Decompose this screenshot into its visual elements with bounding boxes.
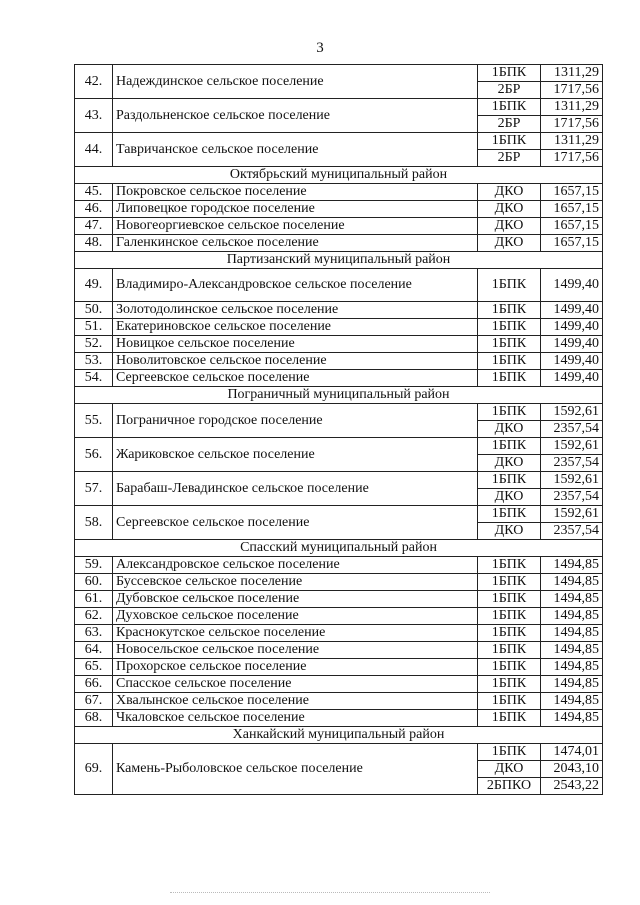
rate-code: 1БПК [478,591,541,608]
table-row [75,65,603,82]
row-number: 53. [75,353,113,370]
row-number: 51. [75,319,113,336]
row-number: 47. [75,218,113,235]
settlement-name: Покровское сельское поселение [113,184,478,201]
rate-code: 1БПК [478,625,541,642]
settlement-name: Прохорское сельское поселение [113,659,478,676]
settlement-name: Сергеевское сельское поселение [113,506,478,540]
rate-code: 1БПК [478,642,541,659]
rate-code: 1БПК [478,133,541,150]
settlement-name: Новогеоргиевское сельское поселение [113,218,478,235]
row-number: 68. [75,710,113,727]
row-number: 50. [75,302,113,319]
rate-code: 1БПК [478,336,541,353]
table-row [75,336,603,353]
row-number: 69. [75,744,113,795]
rate-value: 1474,01 [541,744,603,761]
settlement-name: Камень-Рыболовское сельское поселение [113,744,478,795]
district-name: Пограничный муниципальный район [75,387,603,404]
tariff-table-body [75,65,603,795]
settlement-name: Новосельское сельское поселение [113,642,478,659]
rate-code: 2БР [478,150,541,167]
rate-value: 1717,56 [541,116,603,133]
rate-code: 1БПК [478,404,541,421]
rate-value: 1657,15 [541,218,603,235]
rate-code: ДКО [478,218,541,235]
settlement-name: Галенкинское сельское поселение [113,235,478,252]
rate-value: 1494,85 [541,591,603,608]
settlement-name: Чкаловское сельское поселение [113,710,478,727]
settlement-name: Хвалынское сельское поселение [113,693,478,710]
rate-code: 1БПК [478,608,541,625]
rate-code: 1БПК [478,438,541,455]
settlement-name: Барабаш-Левадинское сельское поселение [113,472,478,506]
rate-code: 1БПК [478,65,541,82]
rate-code: 1БПК [478,472,541,489]
settlement-name: Надеждинское сельское поселение [113,65,478,99]
rate-value: 1717,56 [541,150,603,167]
rate-value: 1311,29 [541,65,603,82]
district-name: Спасский муниципальный район [75,540,603,557]
rate-code: 1БПК [478,693,541,710]
table-row [75,744,603,761]
rate-value: 2357,54 [541,421,603,438]
rate-value: 1499,40 [541,319,603,336]
rate-value: 1494,85 [541,642,603,659]
rate-code: 1БПК [478,557,541,574]
rate-code: ДКО [478,235,541,252]
rate-value: 1657,15 [541,201,603,218]
rate-value: 1494,85 [541,693,603,710]
row-number: 56. [75,438,113,472]
table-row [75,353,603,370]
rate-value: 1592,61 [541,506,603,523]
row-number: 60. [75,574,113,591]
row-number: 52. [75,336,113,353]
rate-value: 2043,10 [541,761,603,778]
rate-code: 2БПКО [478,778,541,795]
row-number: 58. [75,506,113,540]
page-number: 3 [316,40,324,56]
rate-value: 1311,29 [541,133,603,150]
rate-code: 1БПК [478,269,541,302]
table-row [75,676,603,693]
table-row [75,659,603,676]
rate-code: 1БПК [478,574,541,591]
table-row [75,235,603,252]
district-header-row [75,540,603,557]
row-number: 59. [75,557,113,574]
table-row [75,99,603,116]
table-row [75,319,603,336]
row-number: 67. [75,693,113,710]
district-header-row [75,387,603,404]
settlement-name: Духовское сельское поселение [113,608,478,625]
rate-code: ДКО [478,184,541,201]
rate-value: 1499,40 [541,269,603,302]
rate-code: 2БР [478,82,541,99]
row-number: 63. [75,625,113,642]
row-number: 66. [75,676,113,693]
table-row [75,693,603,710]
rate-code: ДКО [478,489,541,506]
rate-value: 2357,54 [541,455,603,472]
table-row [75,472,603,489]
row-number: 61. [75,591,113,608]
rate-value: 1499,40 [541,353,603,370]
table-row [75,201,603,218]
table-row [75,133,603,150]
district-header-row [75,727,603,744]
settlement-name: Буссевское сельское поселение [113,574,478,591]
settlement-name: Краснокутское сельское поселение [113,625,478,642]
rate-code: ДКО [478,201,541,218]
table-row [75,557,603,574]
rate-code: 2БР [478,116,541,133]
rate-value: 1494,85 [541,608,603,625]
settlement-name: Новолитовское сельское поселение [113,353,478,370]
table-row [75,404,603,421]
table-row [75,438,603,455]
rate-value: 1494,85 [541,557,603,574]
settlement-name: Новицкое сельское поселение [113,336,478,353]
district-header-row [75,252,603,269]
table-row [75,710,603,727]
table-row [75,184,603,201]
table-row [75,218,603,235]
rate-value: 2357,54 [541,489,603,506]
rate-code: 1БПК [478,744,541,761]
rate-code: 1БПК [478,302,541,319]
row-number: 45. [75,184,113,201]
table-row [75,608,603,625]
district-header-row [75,167,603,184]
district-name: Октябрьский муниципальный район [75,167,603,184]
rate-value: 1494,85 [541,676,603,693]
district-name: Ханкайский муниципальный район [75,727,603,744]
rate-value: 1494,85 [541,574,603,591]
rate-code: 1БПК [478,710,541,727]
rate-code: 1БПК [478,506,541,523]
rate-code: 1БПК [478,99,541,116]
tariff-table [74,64,603,795]
table-row [75,370,603,387]
rate-code: 1БПК [478,370,541,387]
table-row [75,625,603,642]
rate-value: 1494,85 [541,625,603,642]
row-number: 44. [75,133,113,167]
settlement-name: Пограничное городское поселение [113,404,478,438]
row-number: 46. [75,201,113,218]
row-number: 48. [75,235,113,252]
settlement-name: Тавричанское сельское поселение [113,133,478,167]
settlement-name: Дубовское сельское поселение [113,591,478,608]
settlement-name: Екатериновское сельское поселение [113,319,478,336]
row-number: 62. [75,608,113,625]
settlement-name: Липовецкое городское поселение [113,201,478,218]
rate-value: 1499,40 [541,370,603,387]
settlement-name: Золотодолинское сельское поселение [113,302,478,319]
row-number: 49. [75,269,113,302]
rate-value: 1311,29 [541,99,603,116]
rate-value: 1592,61 [541,472,603,489]
rate-value: 1499,40 [541,302,603,319]
rate-value: 1657,15 [541,235,603,252]
rate-code: ДКО [478,455,541,472]
table-row [75,574,603,591]
rate-code: ДКО [478,761,541,778]
table-row [75,269,603,302]
rate-value: 2543,22 [541,778,603,795]
row-number: 64. [75,642,113,659]
row-number: 65. [75,659,113,676]
rate-value: 1717,56 [541,82,603,99]
rate-code: ДКО [478,421,541,438]
rate-code: 1БПК [478,676,541,693]
table-row [75,302,603,319]
settlement-name: Сергеевское сельское поселение [113,370,478,387]
settlement-name: Александровское сельское поселение [113,557,478,574]
rate-value: 1494,85 [541,710,603,727]
rate-code: 1БПК [478,659,541,676]
rate-value: 1592,61 [541,404,603,421]
table-row [75,506,603,523]
settlement-name: Раздольненское сельское поселение [113,99,478,133]
row-number: 54. [75,370,113,387]
rate-code: 1БПК [478,353,541,370]
row-number: 43. [75,99,113,133]
rate-value: 1657,15 [541,184,603,201]
rate-value: 2357,54 [541,523,603,540]
table-row [75,591,603,608]
settlement-name: Владимиро-Александровское сельское поселение [113,269,478,302]
row-number: 42. [75,65,113,99]
rate-code: 1БПК [478,319,541,336]
settlement-name: Спасское сельское поселение [113,676,478,693]
table-row [75,642,603,659]
rate-code: ДКО [478,523,541,540]
settlement-name: Жариковское сельское поселение [113,438,478,472]
rate-value: 1592,61 [541,438,603,455]
rate-value: 1494,85 [541,659,603,676]
district-name: Партизанский муниципальный район [75,252,603,269]
footer-faint-text [170,892,490,899]
row-number: 55. [75,404,113,438]
row-number: 57. [75,472,113,506]
rate-value: 1499,40 [541,336,603,353]
